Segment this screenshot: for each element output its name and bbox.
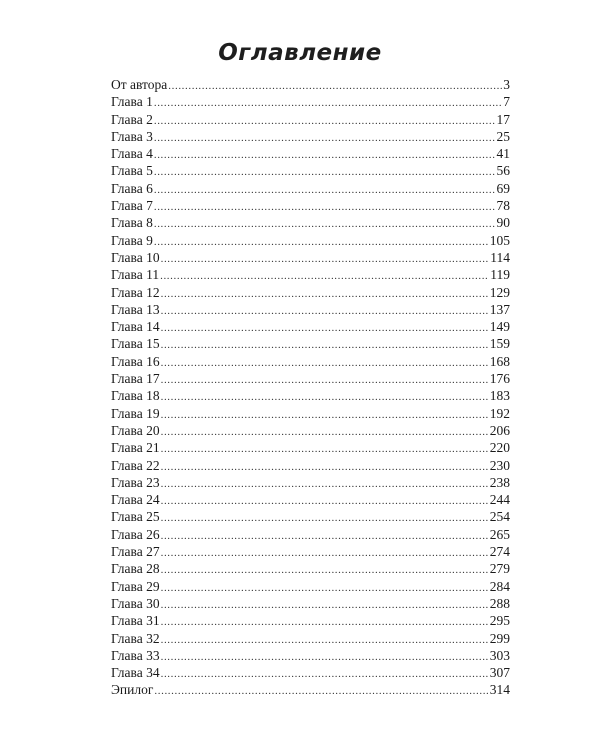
toc-entry-page-number: 230 bbox=[489, 457, 510, 473]
dot-leader bbox=[161, 286, 489, 301]
toc-entry-label: Глава 34 bbox=[111, 665, 160, 681]
toc-entry-page-number: 159 bbox=[489, 336, 510, 352]
dot-leader bbox=[161, 562, 489, 577]
dot-leader bbox=[161, 424, 489, 439]
toc-entry bbox=[111, 439, 510, 456]
dot-leader bbox=[154, 95, 502, 110]
toc-entry-label: Глава 24 bbox=[111, 492, 160, 508]
dot-leader bbox=[161, 441, 489, 456]
toc-entry-page-number: 303 bbox=[489, 647, 510, 663]
toc-entry-label: Глава 2 bbox=[111, 111, 153, 127]
toc-entry-page-number: 56 bbox=[496, 163, 510, 179]
dot-leader bbox=[161, 510, 489, 525]
dot-leader bbox=[154, 113, 496, 128]
dot-leader bbox=[161, 459, 489, 474]
toc-entry bbox=[111, 180, 510, 197]
dot-leader bbox=[154, 234, 489, 249]
dot-leader bbox=[161, 476, 489, 491]
toc-entry-page-number: 265 bbox=[489, 526, 510, 542]
toc-entry-label: Глава 11 bbox=[111, 267, 160, 283]
dot-leader bbox=[161, 614, 489, 629]
toc-entry-label: Глава 12 bbox=[111, 284, 160, 300]
toc-entry-label: Глава 17 bbox=[111, 371, 160, 387]
toc-entry bbox=[111, 284, 510, 301]
toc-entry-label: Глава 29 bbox=[111, 578, 160, 594]
toc-entry-label: Глава 3 bbox=[111, 128, 153, 144]
toc-entry-page-number: 183 bbox=[489, 388, 510, 404]
toc-entry-page-number: 149 bbox=[489, 319, 510, 335]
dot-leader bbox=[161, 666, 489, 681]
toc-entry bbox=[111, 93, 510, 110]
toc-entry-page-number: 314 bbox=[489, 682, 510, 698]
dot-leader bbox=[161, 597, 489, 612]
toc-entry-label: Глава 26 bbox=[111, 526, 160, 542]
toc-entry-label: Глава 25 bbox=[111, 509, 160, 525]
toc-entry-page-number: 41 bbox=[496, 146, 510, 162]
dot-leader bbox=[161, 372, 489, 387]
toc-entry-label: Глава 30 bbox=[111, 595, 160, 611]
toc-entry-page-number: 137 bbox=[489, 301, 510, 317]
toc-entry-page-number: 274 bbox=[489, 544, 510, 560]
toc-entry-label: Эпилог bbox=[111, 682, 154, 698]
toc-entry-page-number: 206 bbox=[489, 422, 510, 438]
toc-entry-label: Глава 4 bbox=[111, 146, 153, 162]
dot-leader bbox=[161, 251, 490, 266]
dot-leader bbox=[161, 580, 489, 595]
toc-entry-label: Глава 13 bbox=[111, 301, 160, 317]
toc-entry bbox=[111, 681, 510, 698]
toc-entry-page-number: 279 bbox=[489, 561, 510, 577]
toc-entry bbox=[111, 370, 510, 387]
toc-entry-label: От автора bbox=[111, 77, 168, 92]
toc-entry-page-number: 295 bbox=[489, 613, 510, 629]
toc-entry bbox=[111, 491, 510, 508]
toc-entry-page-number: 254 bbox=[489, 509, 510, 525]
toc-entry-label: Глава 16 bbox=[111, 353, 160, 369]
toc-entry-label: Глава 32 bbox=[111, 630, 160, 646]
toc-entry-page-number: 114 bbox=[490, 249, 510, 265]
dot-leader bbox=[161, 528, 489, 543]
toc-entry bbox=[111, 612, 510, 629]
toc-entry bbox=[111, 526, 510, 543]
toc-entry bbox=[111, 647, 510, 664]
toc-entry bbox=[111, 232, 510, 249]
toc-entry bbox=[111, 214, 510, 231]
toc-entry-page-number: 288 bbox=[489, 595, 510, 611]
toc-entry bbox=[111, 249, 510, 266]
toc-entry bbox=[111, 664, 510, 681]
toc-entry-page-number: 90 bbox=[496, 215, 510, 231]
toc-entry-label: Глава 22 bbox=[111, 457, 160, 473]
dot-leader bbox=[161, 337, 489, 352]
dot-leader bbox=[154, 683, 488, 698]
dot-leader bbox=[154, 130, 496, 145]
toc-entry-label: Глава 19 bbox=[111, 405, 160, 421]
dot-leader bbox=[160, 268, 489, 283]
dot-leader bbox=[161, 545, 489, 560]
dot-leader bbox=[161, 303, 489, 318]
toc-entry-page-number: 168 bbox=[489, 353, 510, 369]
toc-entry-label: Глава 31 bbox=[111, 613, 160, 629]
toc-entry bbox=[111, 162, 510, 179]
toc-entry-page-number: 69 bbox=[496, 180, 510, 196]
toc-entry-page-number: 78 bbox=[496, 198, 510, 214]
toc-entry-page-number: 129 bbox=[489, 284, 510, 300]
dot-leader bbox=[161, 493, 489, 508]
toc-entry-label: Глава 15 bbox=[111, 336, 160, 352]
toc-entry-label: Глава 9 bbox=[111, 232, 153, 248]
toc-entry bbox=[111, 422, 510, 439]
toc-entry-label: Глава 27 bbox=[111, 544, 160, 560]
toc-entry bbox=[111, 145, 510, 162]
toc-entry-page-number: 17 bbox=[496, 111, 510, 127]
toc-entry-label: Глава 5 bbox=[111, 163, 153, 179]
dot-leader bbox=[161, 407, 489, 422]
toc-entry bbox=[111, 266, 510, 283]
toc-entry-page-number: 119 bbox=[490, 267, 510, 283]
toc-entry-page-number: 3 bbox=[503, 77, 510, 92]
toc-entry bbox=[111, 405, 510, 422]
toc-entry-label: Глава 8 bbox=[111, 215, 153, 231]
toc-entry bbox=[111, 457, 510, 474]
toc-entry bbox=[111, 508, 510, 525]
dot-leader bbox=[161, 355, 489, 370]
toc-entry bbox=[111, 474, 510, 491]
toc-entry-page-number: 25 bbox=[496, 128, 510, 144]
toc-entry-page-number: 238 bbox=[489, 474, 510, 490]
dot-leader bbox=[161, 649, 489, 664]
toc-entry-label: Глава 7 bbox=[111, 198, 153, 214]
dot-leader bbox=[168, 78, 502, 93]
table-of-contents bbox=[111, 76, 510, 699]
dot-leader bbox=[154, 147, 496, 162]
toc-entry bbox=[111, 197, 510, 214]
toc-entry bbox=[111, 353, 510, 370]
toc-entry bbox=[111, 560, 510, 577]
toc-entry-label: Глава 1 bbox=[111, 94, 153, 110]
page-title: Оглавление bbox=[218, 40, 382, 66]
toc-entry bbox=[111, 111, 510, 128]
toc-entry-page-number: 192 bbox=[489, 405, 510, 421]
toc-entry bbox=[111, 578, 510, 595]
toc-entry bbox=[111, 76, 510, 93]
toc-entry-label: Глава 10 bbox=[111, 249, 160, 265]
toc-entry-page-number: 220 bbox=[489, 440, 510, 456]
toc-entry-label: Глава 18 bbox=[111, 388, 160, 404]
toc-entry-label: Глава 14 bbox=[111, 319, 160, 335]
dot-leader bbox=[154, 182, 496, 197]
toc-entry-page-number: 284 bbox=[489, 578, 510, 594]
toc-entry-page-number: 176 bbox=[489, 371, 510, 387]
toc-entry-page-number: 299 bbox=[489, 630, 510, 646]
dot-leader bbox=[161, 632, 489, 647]
dot-leader bbox=[161, 389, 489, 404]
toc-entry bbox=[111, 128, 510, 145]
dot-leader bbox=[154, 199, 496, 214]
dot-leader bbox=[154, 164, 496, 179]
toc-entry-page-number: 105 bbox=[489, 232, 510, 248]
toc-entry-label: Глава 6 bbox=[111, 180, 153, 196]
toc-entry bbox=[111, 335, 510, 352]
dot-leader bbox=[154, 216, 496, 231]
toc-entry-page-number: 7 bbox=[503, 94, 510, 110]
toc-entry bbox=[111, 318, 510, 335]
toc-entry bbox=[111, 543, 510, 560]
toc-entry bbox=[111, 630, 510, 647]
toc-entry-label: Глава 23 bbox=[111, 474, 160, 490]
toc-entry-label: Глава 21 bbox=[111, 440, 160, 456]
toc-entry bbox=[111, 301, 510, 318]
toc-entry-label: Глава 20 bbox=[111, 422, 160, 438]
toc-entry-label: Глава 28 bbox=[111, 561, 160, 577]
toc-entry-page-number: 307 bbox=[489, 665, 510, 681]
toc-entry-label: Глава 33 bbox=[111, 647, 160, 663]
toc-entry bbox=[111, 387, 510, 404]
toc-entry-page-number: 244 bbox=[489, 492, 510, 508]
dot-leader bbox=[161, 320, 489, 335]
toc-entry bbox=[111, 595, 510, 612]
